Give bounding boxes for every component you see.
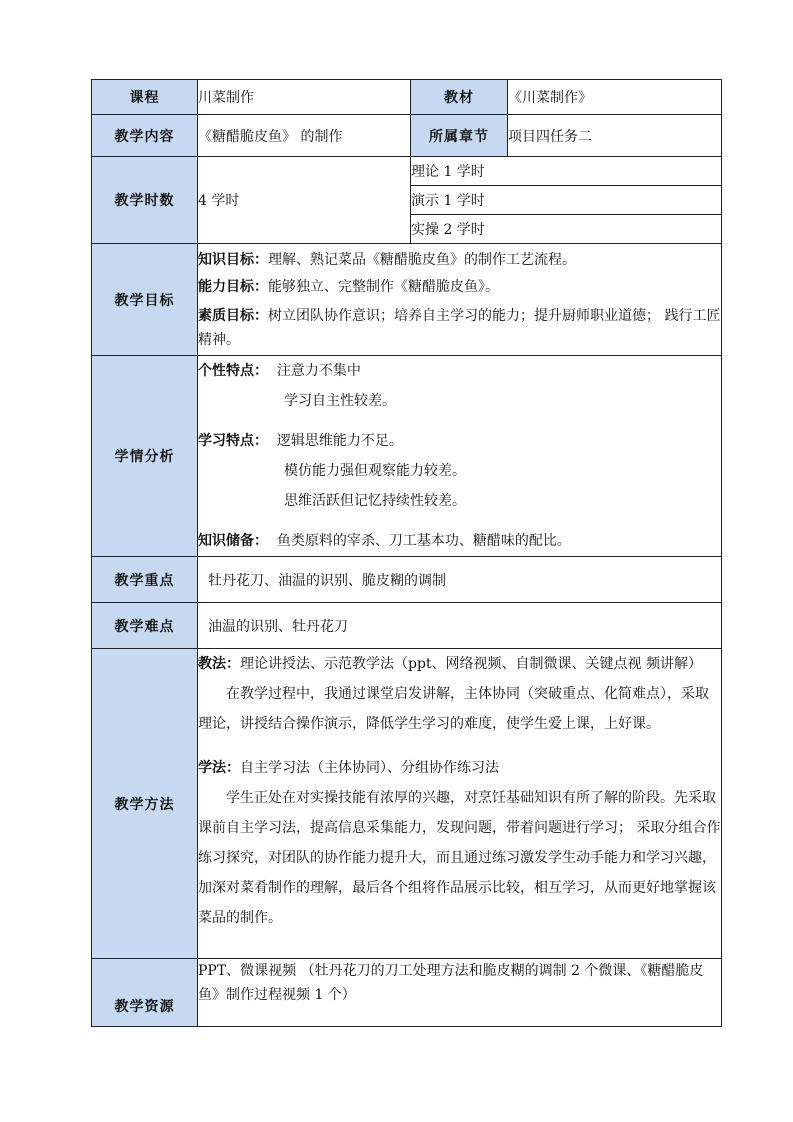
value-textbook: 《川菜制作》 [508,80,722,115]
row-analysis [92,356,722,557]
row-goals [92,244,722,356]
analysis-personality: 个性特点： 注意力不集中 [198,363,361,379]
row-difficult [92,603,722,649]
label-resources: 教学资源 [92,959,198,1027]
value-course: 川菜制作 [198,80,411,115]
label-goals: 教学目标 [92,244,198,356]
analysis-learning: 学习特点： 逻辑思维能力不足。 [198,433,403,449]
lesson-plan-table [91,79,722,1027]
value-resources: PPT、微课视频 （牡丹花刀的刀工处理方法和脆皮糊的调制 2 个微课、《糖醋脆皮鱼》制作过程视频 1 个） [198,959,722,1027]
goal-quality: 素质目标：树立团队协作意识；培养自主学习的能力；提升厨师职业道德； 践行工匠精神。 [198,308,721,348]
label-analysis: 学情分析 [92,356,198,557]
row-resources [92,959,722,1027]
analysis-personality-2: 学习自主性较差。 [284,393,396,409]
label-key: 教学重点 [92,557,198,603]
goal-knowledge: 知识目标：理解、熟记菜品《糖醋脆皮鱼》的制作工艺流程。 [198,252,576,268]
row-key [92,557,722,603]
analysis-learning-2: 模仿能力强但观察能力较差。 [284,463,466,479]
row-content [92,115,722,157]
row-hours-1 [92,157,722,186]
hours-theory: 理论 1 学时 [411,157,722,186]
method-teaching-detail: 在教学过程中，我通过课堂启发讲解，主体协同（突破重点、化简难点），采取理论，讲授结合操作演示，降低学生学习的难度，使学生爱上课，上好课。 [198,686,709,732]
label-methods: 教学方法 [92,649,198,959]
value-hours: 4 学时 [198,157,411,244]
goals-content [198,244,722,356]
row-course [92,80,722,115]
value-key: 牡丹花刀、油温的识别、脆皮糊的调制 [198,557,722,603]
value-difficult: 油温的识别、牡丹花刀 [198,603,722,649]
label-textbook: 教材 [411,80,508,115]
hours-practice: 实操 2 学时 [411,215,722,244]
value-content: 《糖醋脆皮鱼》 的制作 [198,115,411,157]
methods-content [198,649,722,959]
label-content: 教学内容 [92,115,198,157]
label-chapter: 所属章节 [411,115,508,157]
method-learning-detail: 学生正处在对实操技能有浓厚的兴趣，对烹饪基础知识有所了解的阶段。先采取课前自主学习法，提高信息采集能力，发现问题，带着问题进行学习； 采取分组合作练习探究，对团队的协作能力提升大，而且通过练习激发学生动手能力和学习兴趣，加深对菜肴制作的理解，最后各个组将作品展示比较，相互学习，从而更好地掌握该菜品的制作。 [198,790,721,926]
goal-ability: 能力目标：能够独立、完整制作《糖醋脆皮鱼》。 [198,279,499,295]
method-teaching: 教法：理论讲授法、示范教学法（ppt、网络视频、自制微课、关键点视 频讲解） [198,656,702,672]
label-difficult: 教学难点 [92,603,198,649]
method-learning: 学法：自主学习法（主体协同）、分组协作练习法 [198,760,499,776]
row-methods [92,649,722,959]
label-hours: 教学时数 [92,157,198,244]
analysis-knowledge: 知识储备： 鱼类原料的宰杀、刀工基本功、糖醋味的配比。 [198,533,571,549]
hours-demo: 演示 1 学时 [411,186,722,215]
analysis-learning-3: 思维活跃但记忆持续性较差。 [284,493,466,509]
label-course: 课程 [92,80,198,115]
value-chapter: 项目四任务二 [508,115,722,157]
analysis-content [198,356,722,557]
